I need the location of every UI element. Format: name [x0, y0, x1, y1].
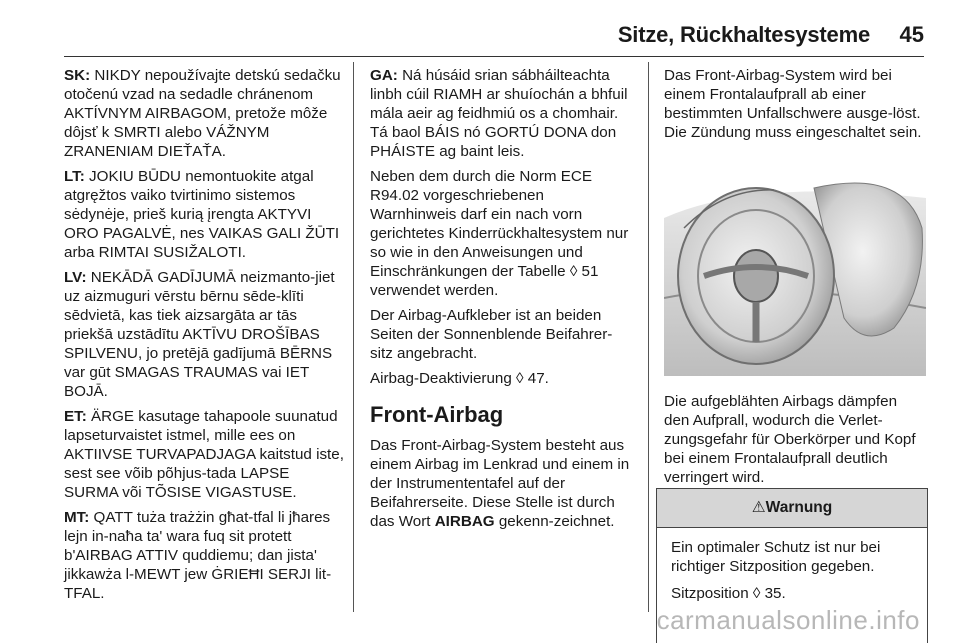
warning-title: ⚠Warnung	[657, 489, 927, 528]
warning-paragraph-lv: LV: NEKĀDĀ GADĪJUMĀ neizmanto-jiet uz aizmuguri vērstu bērnu sēde-klīti sēdvietā, kas tiek aizsargāta ar tās priekšā uzstādītu AKTĪVU DROŠĪBAS SPILVENU, jo pretējā gadījumā BĒRNS var gūt SMAGAS TRAUMAS vai IET BOJĀ.	[64, 269, 335, 400]
column-right	[664, 66, 926, 493]
column-left	[64, 66, 344, 609]
front-airbag-paragraph: Das Front-Airbag-System besteht aus einem Airbag im Lenkrad und einem in der Instrumententafel auf der Beifahrerseite. Diese Stelle ist durch das Wort AIRBAG gekenn-zeichnet.	[370, 437, 630, 530]
airbag-illustration	[664, 158, 926, 376]
warning-paragraph-et: ET: ÄRGE kasutage tahapoole suunatud lapseturvaistet istmel, mille ees on AKTIIVSE TURVAPADJAGA kaitstud iste, sest see võib põhjus-tada LAPSE SURMA või TÕSISE VIGASTUSE.	[64, 408, 344, 501]
warning-paragraph-ga: GA: Ná húsáid srian sábháilteachta linbh cúil RIAMH ar shuíochán a bhfuil mála aeir ag feidhmiú os a chomhair. Tá baol BÁIS nó GORTÚ DONA don PHÁISTE ag baint leis.	[370, 67, 628, 160]
sticker-paragraph: Der Airbag-Aufkleber ist an beiden Seiten der Sonnenblende Beifahrer-sitz angebracht.	[370, 307, 613, 362]
page-number: 45	[899, 22, 924, 47]
deployment-paragraph: Das Front-Airbag-System wird bei einem Frontalaufprall ab einer bestimmten Unfallschwere ausge-löst. Die Zündung muss eingeschaltet sein.	[664, 67, 922, 141]
protection-paragraph: Die aufgeblähten Airbags dämpfen den Aufprall, wodurch die Verlet-zungsgefahr für Oberkörper und Kopf bei einem Frontalaufprall deutlich verringert wird.	[664, 393, 916, 486]
warning-text: Ein optimaler Schutz ist nur bei richtiger Sitzposition gegeben.	[671, 539, 881, 575]
header-divider	[64, 56, 924, 57]
steering-wheel-airbag-icon	[664, 158, 926, 376]
seat-position-link[interactable]: Sitzposition ◊ 35.	[671, 585, 786, 602]
section-title-front-airbag: Front-Airbag	[370, 402, 504, 427]
column-divider-1	[353, 62, 354, 612]
page-title: Sitze, Rückhaltesysteme	[617, 22, 870, 47]
column-divider-2	[648, 62, 649, 612]
warning-paragraph-sk: SK: NIKDY nepoužívajte detskú sedačku otočenú vzad na sedadle chránenom AKTÍVNYM AIRBAGOM, pretože môže dôjsť k SMRTI alebo VÁŽNYM ZRANENIAM DIEŤAŤA.	[64, 67, 341, 160]
watermark: carmanualsonline.info	[656, 605, 920, 635]
warning-paragraph-lt: LT: JOKIU BŪDU nemontuokite atgal atgręžtos vaiko tvirtinimo sistemos sėdynėje, prieš kurią įrengta AKTYVI ORO PAGALVĖ, nes VAIKAS GALI ŽŪTI arba RIMTAI SUSIŽALOTI.	[64, 168, 340, 261]
deactivation-link[interactable]: Airbag-Deaktivierung ◊ 47.	[370, 370, 549, 387]
column-middle	[370, 66, 632, 537]
page-header	[0, 0, 960, 60]
norm-paragraph: Neben dem durch die Norm ECE R94.02 vorgeschriebenen Warnhinweis darf ein nach vorn gerichtetes Kinderrückhaltesystem nur so wie in den Anweisungen und Einschränkungen der Tabelle ◊ 51 verwendet werden.	[370, 168, 629, 299]
warning-paragraph-mt: MT: QATT tuża trażżin għat-tfal li jħares lejn in-naħa ta' wara fuq sit protett b'AIRBAG ATTIV quddiemu; dan jista' jikkawża l-MEWT jew ĠRIEĦI SERJI lit-TFAL.	[64, 509, 332, 602]
